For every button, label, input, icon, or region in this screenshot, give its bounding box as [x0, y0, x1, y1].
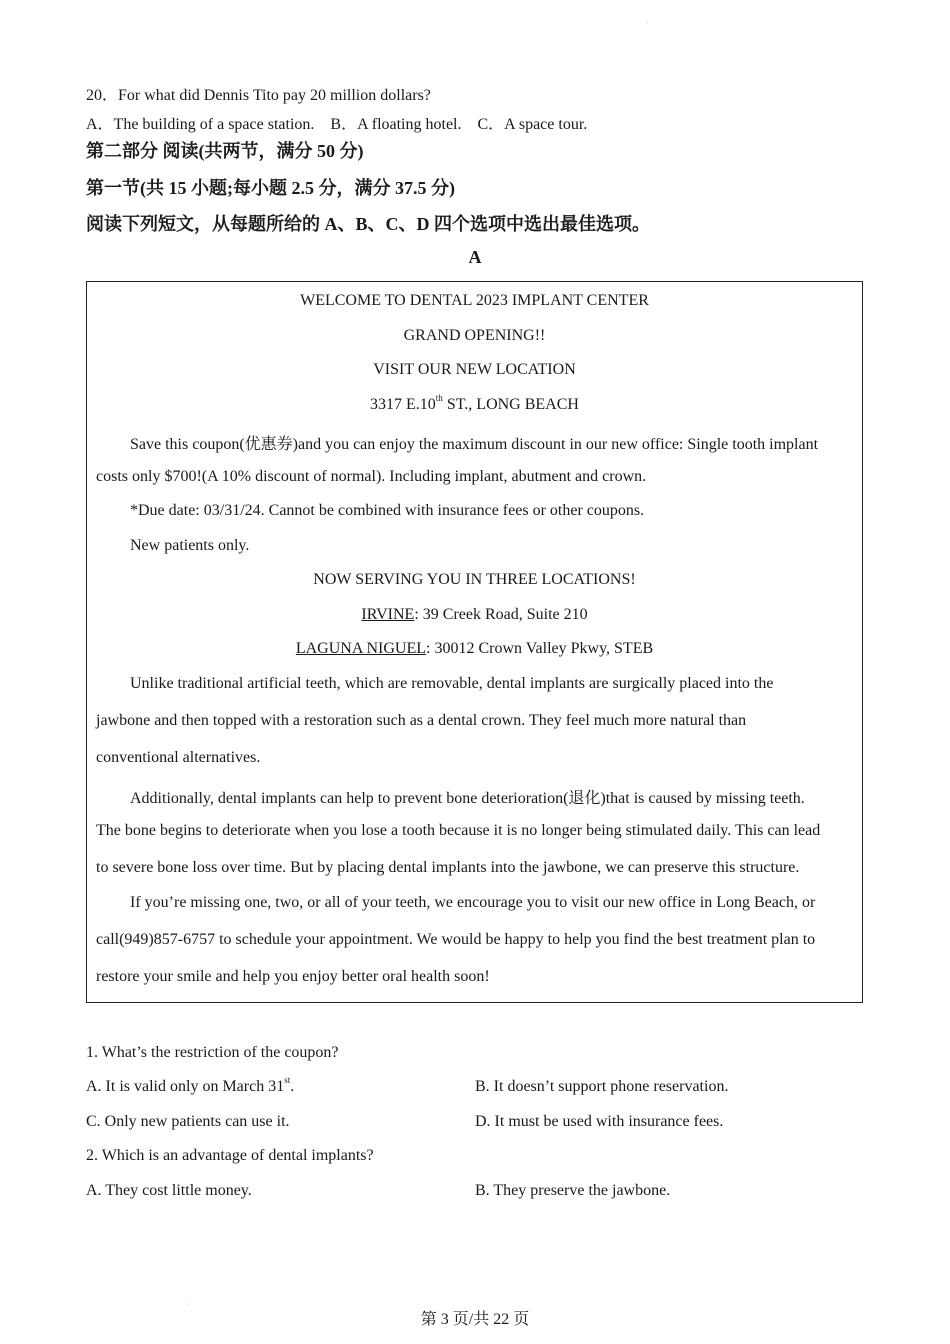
question-2-option-b: B. They preserve the jawbone. — [475, 1182, 671, 1199]
header-mark: · — [646, 18, 649, 27]
ad-location-irvine: IRVINE: 39 Creek Road, Suite 210 — [361, 606, 588, 623]
ad-para3-line-1: If you’re missing one, two, or all of your teeth, we encourage you to visit our new office in Long Beach, or — [130, 894, 816, 911]
section-title: 第一节(共 15 小题;每小题 2.5 分，满分 37.5 分) — [86, 178, 455, 198]
question-2: 2. Which is an advantage of dental implants? — [86, 1147, 374, 1164]
ad-coupon-line-1: Save this coupon(优惠券)and you can enjoy the maximum discount in our new office: Single tooth implant — [130, 436, 819, 453]
ad-grand-opening: GRAND OPENING!! — [403, 327, 546, 344]
passage-label: A — [468, 247, 482, 267]
ad-para3-line-3: restore your smile and help you enjoy better oral health soon! — [96, 968, 490, 985]
part-title: 第二部分 阅读(共两节，满分 50 分) — [86, 141, 364, 161]
ad-welcome: WELCOME TO DENTAL 2023 IMPLANT CENTER — [300, 292, 649, 309]
instruction: 阅读下列短文，从每题所给的 A、B、C、D 四个选项中选出最佳选项。 — [86, 214, 650, 234]
question-1-option-c: C. Only new patients can use it. — [86, 1113, 290, 1130]
question-1-option-d: D. It must be used with insurance fees. — [475, 1113, 724, 1130]
ad-para2-line-3: to severe bone loss over time. But by placing dental implants into the jawbone, we can preserve this structure. — [96, 859, 800, 876]
question-1-option-a: A. It is valid only on March 31st. — [86, 1075, 295, 1095]
ad-para3-line-2: call(949)857-6757 to schedule your appointment. We would be happy to help you find the best treatment plan to — [96, 931, 816, 948]
ad-new-patients: New patients only. — [130, 537, 250, 554]
question-20: 20．For what did Dennis Tito pay 20 million dollars? — [86, 87, 431, 104]
ad-locations-title: NOW SERVING YOU IN THREE LOCATIONS! — [313, 571, 636, 588]
ad-address: 3317 E.10th ST., LONG BEACH — [370, 393, 579, 413]
ad-para1-line-1: Unlike traditional artificial teeth, which are removable, dental implants are surgically placed into the — [130, 675, 774, 692]
page-footer: 第 3 页/共 22 页 — [420, 1311, 530, 1328]
ad-coupon-line-2: costs only $700!(A 10% discount of normal). Including implant, abutment and crown. — [96, 468, 647, 485]
ad-para1-line-3: conventional alternatives. — [96, 749, 261, 766]
footer-mark: · — [187, 1300, 190, 1309]
ad-visit-location: VISIT OUR NEW LOCATION — [373, 361, 576, 378]
ad-para2-line-1: Additionally, dental implants can help to prevent bone deterioration(退化)that is caused by missing teeth. — [130, 790, 805, 807]
question-1: 1. What’s the restriction of the coupon? — [86, 1044, 339, 1061]
ad-para2-line-2: The bone begins to deteriorate when you lose a tooth because it is no longer being stimulated daily. This can lead — [96, 822, 821, 839]
ad-para1-line-2: jawbone and then topped with a restoration such as a dental crown. They feel much more natural than — [96, 712, 747, 729]
question-1-option-b: B. It doesn’t support phone reservation. — [475, 1078, 729, 1095]
question-2-option-a: A. They cost little money. — [86, 1182, 252, 1199]
question-20-options: A．The building of a space station. B．A floating hotel. C．A space tour. — [86, 116, 588, 133]
advertisement-box — [86, 281, 863, 1003]
ad-location-laguna: LAGUNA NIGUEL: 30012 Crown Valley Pkwy, STEB — [295, 640, 654, 657]
ad-due-date: *Due date: 03/31/24. Cannot be combined with insurance fees or other coupons. — [130, 502, 645, 519]
